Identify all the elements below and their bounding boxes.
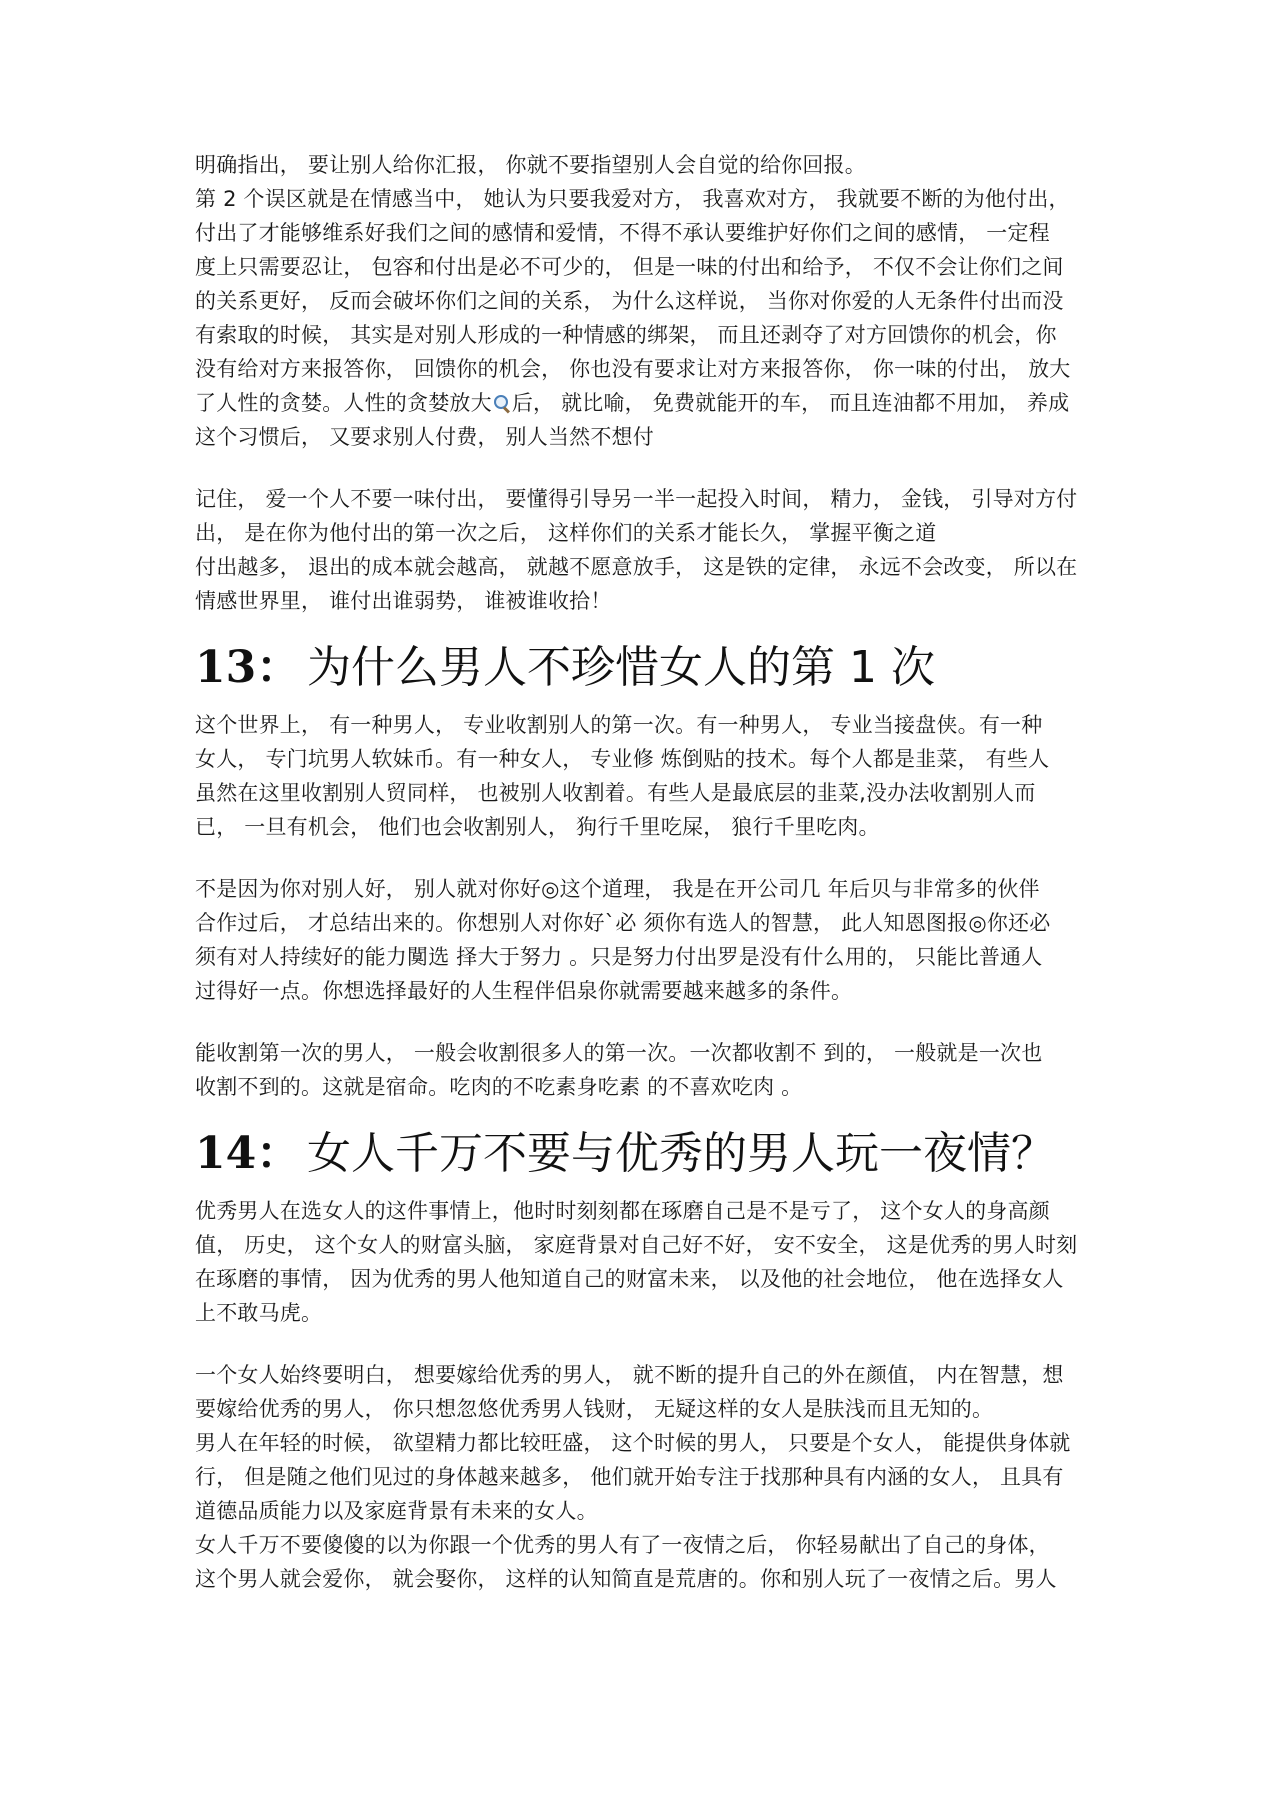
text-line: 优秀男人在选女人的这件事情上，他时时刻刻都在琢磨自己是不是亏了， 这个女人的身高颜 [195,1199,1050,1223]
section-number: 13： [195,642,301,693]
section-number: 14： [195,1128,301,1179]
text-line: 付出了才能够维系好我们之间的感情和爱情，不得不承认要维护好你们之间的感情， 一定程 [195,221,1050,245]
text-line: 须有对人持续好的能力闃选 择大于努力 。只是努力付出罗是没有什么用的， 只能比普通人 [195,945,1043,969]
text-line: 有索取的时候， 其实是对别人形成的一种情感的绑架， 而且还剥夺了对方回馈你的机会，你 [195,323,1057,347]
section-title: 为什么男人不珍惜女人的第 1 次 [307,642,935,693]
text-line: 上不敢马虎。 [195,1301,323,1325]
text-line: 男人在年轻的时候， 欲望精力都比较旺盛， 这个时候的男人， 只要是个女人， 能提供身体就 [195,1431,1071,1455]
text-line: 的关系更好， 反而会破坏你们之间的关系， 为什么这样说， 当你对你爱的人无条件付出而没 [195,289,1064,313]
text-line: 合作过后， 才总结出来的。你想别人对你好`必 须你有选人的智慧， 此人知恩图报◎你还必 [195,911,1051,935]
text-line: 能收割第一次的男人， 一般会收割很多人的第一次。一次都收割不 到的， 一般就是一次也 [195,1041,1043,1065]
text-line [195,386,1085,420]
text-line: 这个男人就会爱你， 就会娶你， 这样的认知简直是荒唐的。你和别人玩了一夜情之后。男人 [195,1567,1057,1591]
text-line: 行， 但是随之他们见过的身体越来越多， 他们就开始专注于找那种具有内涵的女人， 且具有 [195,1465,1064,1489]
text-line: 度上只需要忍让， 包容和付出是必不可少的， 但是一味的付出和给予， 不仅不会让你们之间 [195,255,1064,279]
text-line: 情感世界里， 谁付出谁弱势， 谁被谁收拾！ [195,589,612,613]
text-line: 过得好一点。你想选择最好的人生程伴侣泉你就需要越来越多的条件。 [195,979,853,1003]
text-line: 道德品质能力以及家庭背景有未来的女人。 [195,1499,598,1523]
text-line: 不是因为你对别人好， 别人就对你好◎这个道理， 我是在开公司几 年后贝与非常多的伙伴 [195,877,1040,901]
text-line: 没有给对方来报答你， 回馈你的机会， 你也没有要求让对方来报答你， 你一味的付出， 放大 [195,357,1071,381]
text-line: 虽然在这里收割别人贸同样， 也被别人收割着。有些人是最底层的韭菜,没办法收割别人而 [195,781,1036,805]
text-line: 女人， 专门坑男人软妹币。有一种女人， 专业修 炼倒贴的技术。每个人都是韭菜， 有些人 [195,747,1050,771]
magnifier-icon [493,394,511,412]
text-line: 付出越多， 退出的成本就会越高， 就越不愿意放手， 这是铁的定律， 永远不会改变， 所以在 [195,555,1078,579]
text-segment: 了人性的贪婪。人性的贪婪放大 [195,391,492,415]
text-line: 出， 是在你为他付出的第一次之后， 这样你们的关系才能长久， 掌握平衡之道 [195,521,937,545]
section-heading-13 [195,638,1085,698]
section-heading-14 [195,1124,1085,1184]
text-line: 收割不到的。这就是宿命。吃肉的不吃素身吃素 的不喜欢吃肉 。 [195,1075,803,1099]
text-line: 这个世界上， 有一种男人， 专业收割别人的第一次。有一种男人， 专业当接盘侠。有一种 [195,713,1043,737]
text-line: 记住， 爱一个人不要一味付出， 要懂得引导另一半一起投入时间， 精力， 金钱， 引导对方付 [195,487,1078,511]
text-line: 要嫁给优秀的男人， 你只想忽悠优秀男人钱财， 无疑这样的女人是肤浅而且无知的。 [195,1397,994,1421]
text-line: 在琢磨的事情， 因为优秀的男人他知道自己的财富未来， 以及他的社会地位， 他在选择女人 [195,1267,1064,1291]
text-line: 明确指出， 要让别人给你汇报， 你就不要指望别人会自觉的给你回报。 [195,153,866,177]
text-line: 女人千万不要傻傻的以为你跟一个优秀的男人有了一夜情之后， 你轻易献出了自己的身体， [195,1533,1050,1557]
section-title: 女人千万不要与优秀的男人玩一夜情？ [307,1128,1055,1179]
text-segment: 后， 就比喻， 免费就能开的车， 而且连油都不用加， 养成 [511,391,1070,415]
text-line: 已， 一旦有机会， 他们也会收割别人， 狗行千里吃屎， 狼行千里吃肉。 [195,815,880,839]
text-line: 值， 历史， 这个女人的财富头脑， 家庭背景对自己好不好， 安不安全， 这是优秀的男人时刻 [195,1233,1078,1257]
document-body [195,148,1085,1596]
text-line: 这个习惯后， 又要求别人付费， 别人当然不想付 [195,425,654,449]
text-line: 第 2 个误区就是在情感当中， 她认为只要我爱对方， 我喜欢对方， 我就要不断的为他付出， [195,187,1070,211]
text-line: 一个女人始终要明白， 想要嫁给优秀的男人， 就不断的提升自己的外在颜值， 内在智慧，想 [195,1363,1064,1387]
